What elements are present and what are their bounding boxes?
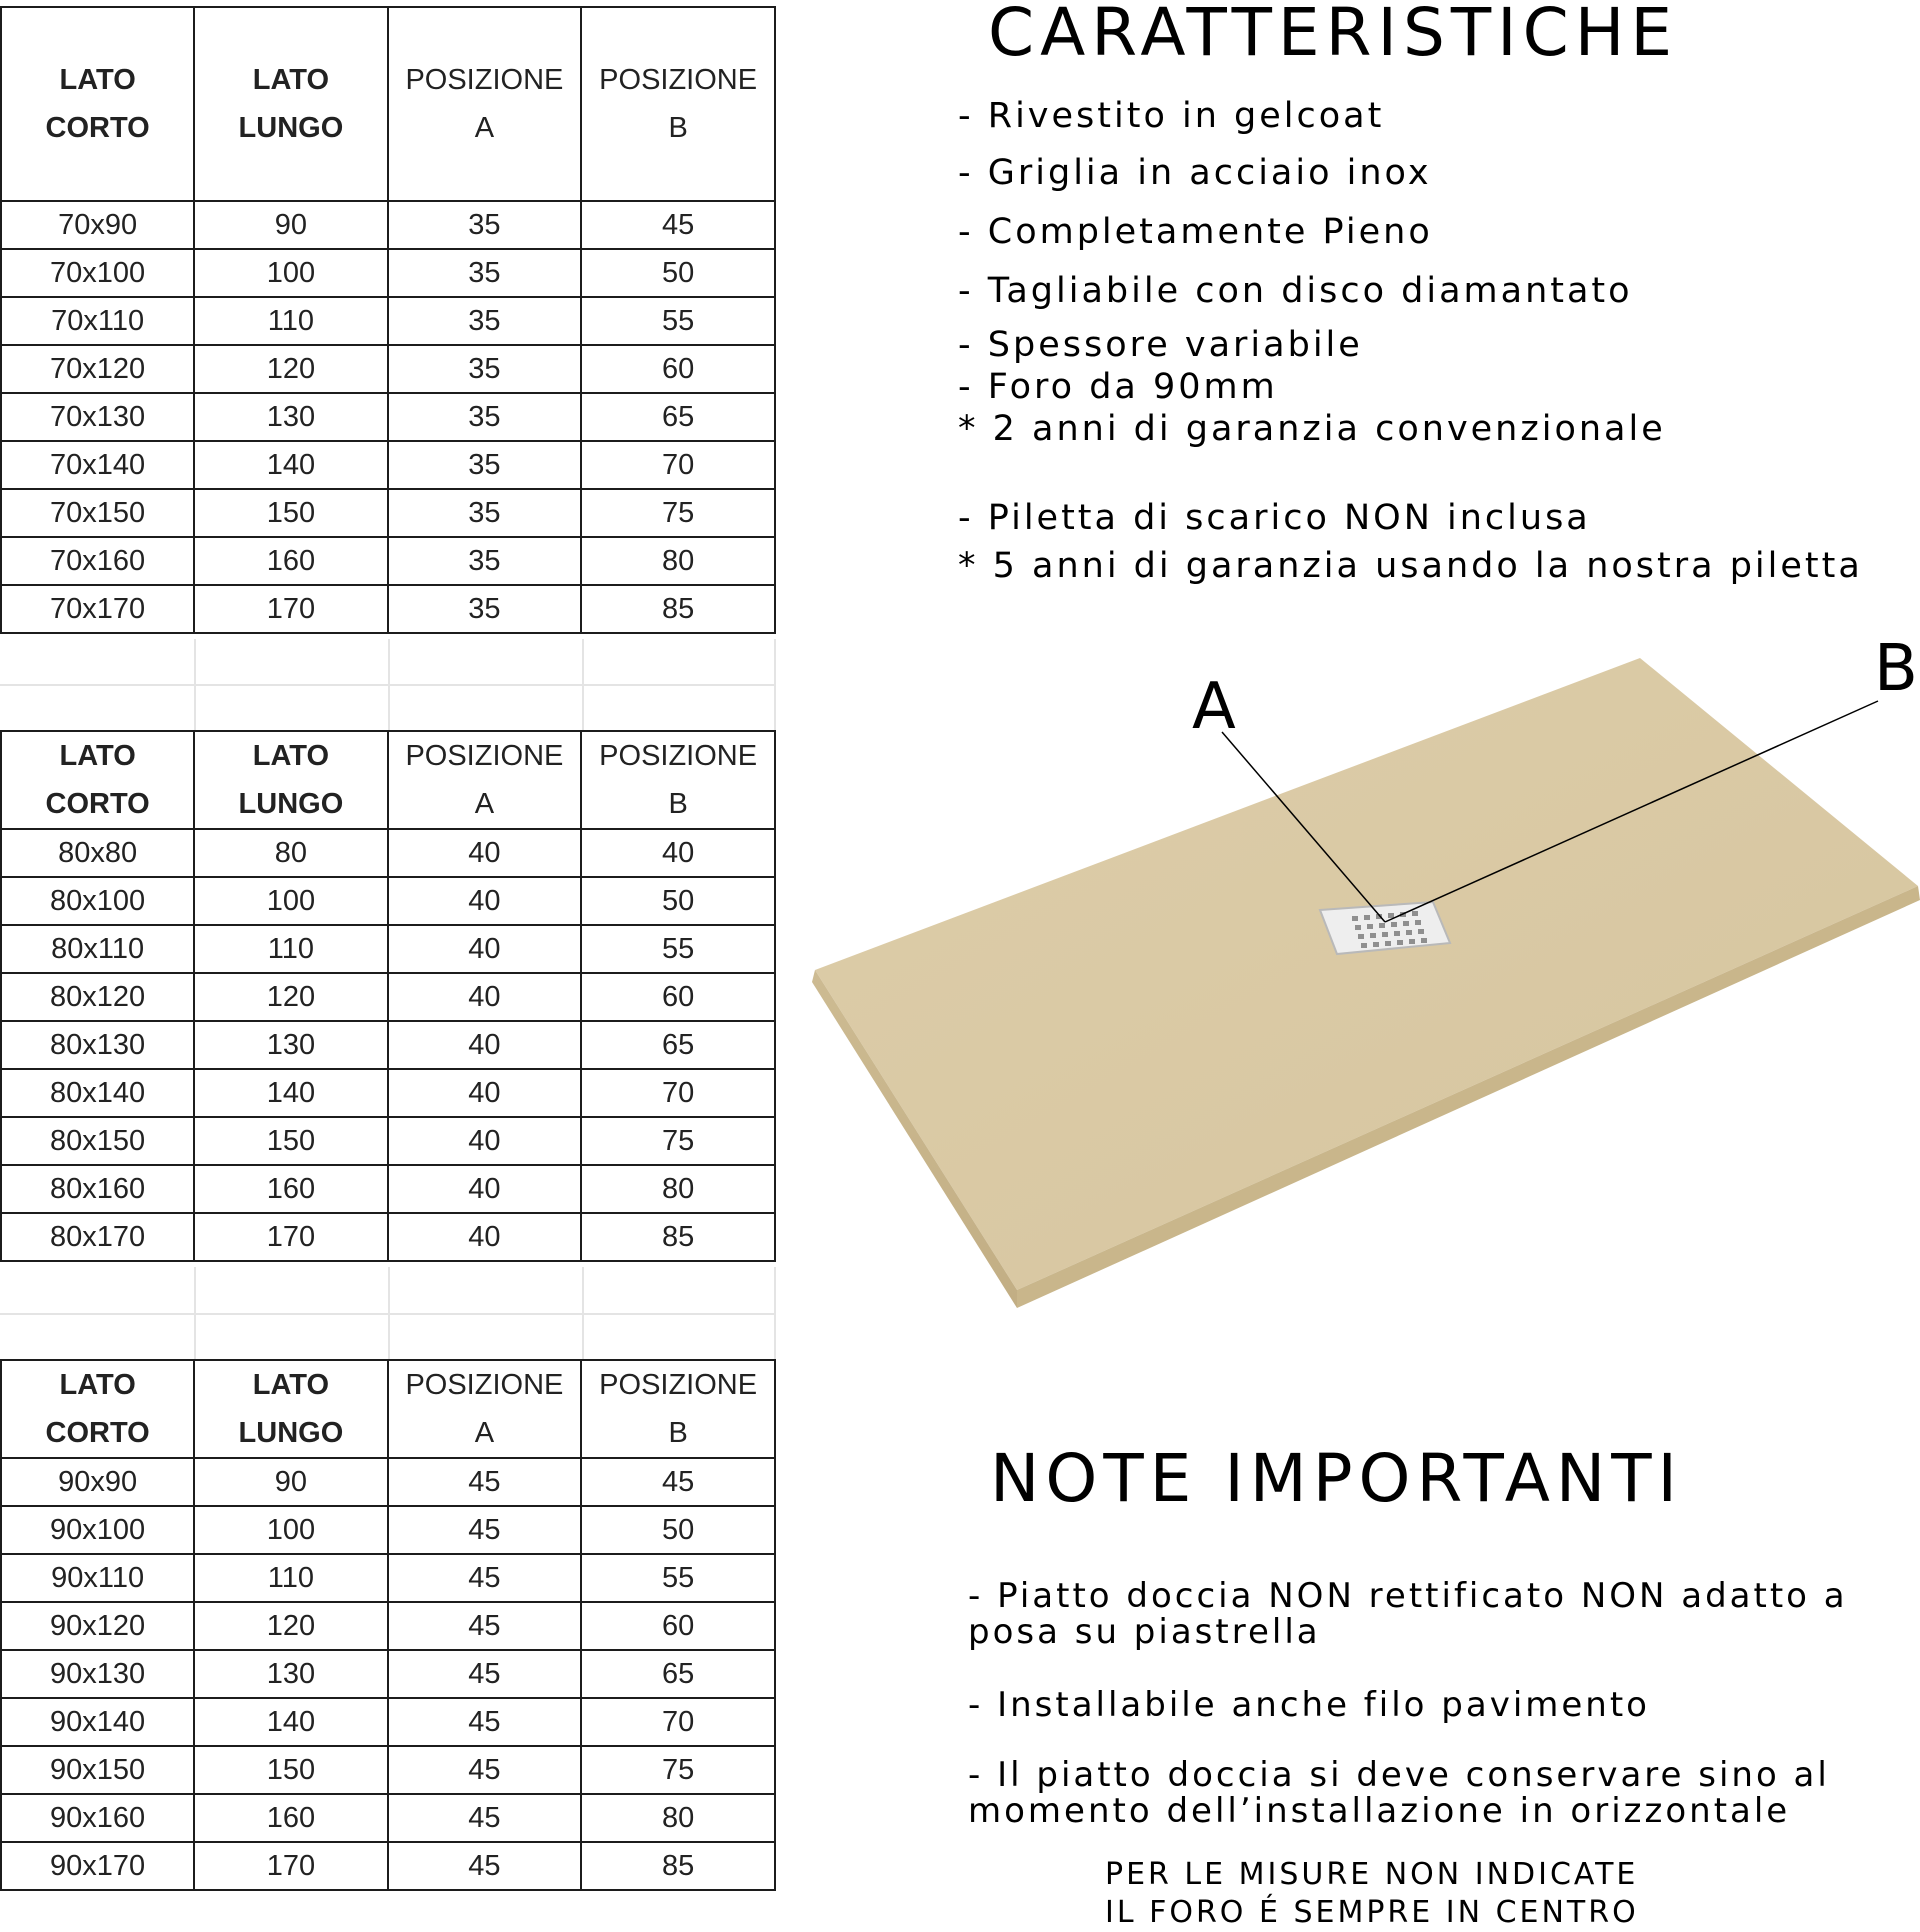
dimensions-table-70 [0, 6, 776, 634]
cell-lato-lungo: 140 [194, 1069, 387, 1117]
cell-misura: 80x80 [1, 829, 194, 877]
cell-posizione-b: 60 [581, 973, 775, 1021]
table-row [1, 1650, 775, 1698]
feature-item: - Completamente Pieno [958, 212, 1433, 252]
header-posizione-a: POSIZIONE A [388, 7, 582, 201]
note-item [968, 1757, 1830, 1829]
table-row [1, 1117, 775, 1165]
cell-posizione-a: 35 [388, 537, 582, 585]
table-header-row [1, 7, 775, 201]
cell-posizione-b: 70 [581, 1698, 775, 1746]
header-posizione-b: POSIZIONE B [581, 7, 775, 201]
cell-posizione-a: 35 [388, 297, 582, 345]
cell-posizione-b: 65 [581, 1650, 775, 1698]
cell-posizione-b: 60 [581, 1602, 775, 1650]
footer-line-2: IL FORO É SEMPRE IN CENTRO [1105, 1895, 1639, 1930]
header-lato-lungo: LATO LUNGO [194, 731, 387, 829]
table-row [1, 877, 775, 925]
cell-posizione-a: 40 [388, 877, 582, 925]
feature-item: - Foro da 90mm [958, 367, 1278, 407]
table-row [1, 249, 775, 297]
table-row [1, 829, 775, 877]
cell-lato-lungo: 120 [194, 973, 387, 1021]
note-importanti-title: NOTE IMPORTANTI [990, 1440, 1684, 1517]
cell-posizione-a: 45 [388, 1746, 582, 1794]
feature-item: * 2 anni di garanzia convenzionale [958, 409, 1666, 449]
header-posizione-a: POSIZIONE A [388, 731, 582, 829]
cell-lato-lungo: 170 [194, 585, 387, 633]
cell-lato-lungo: 110 [194, 925, 387, 973]
feature-item: - Piletta di scarico NON inclusa [958, 498, 1591, 538]
table-row [1, 1213, 775, 1261]
cell-lato-lungo: 150 [194, 1746, 387, 1794]
table-row [1, 297, 775, 345]
note-item [968, 1578, 1848, 1650]
table-row [1, 1794, 775, 1842]
table-spacer [0, 1267, 776, 1359]
header-posizione-b: POSIZIONE B [581, 731, 775, 829]
cell-posizione-a: 35 [388, 393, 582, 441]
cell-misura: 90x100 [1, 1506, 194, 1554]
cell-lato-lungo: 100 [194, 249, 387, 297]
cell-posizione-b: 55 [581, 297, 775, 345]
feature-item: - Tagliabile con disco diamantato [958, 271, 1633, 311]
table-row [1, 1506, 775, 1554]
cell-posizione-b: 65 [581, 393, 775, 441]
cell-posizione-b: 75 [581, 489, 775, 537]
cell-posizione-a: 45 [388, 1458, 582, 1506]
table-row [1, 393, 775, 441]
cell-posizione-a: 35 [388, 489, 582, 537]
cell-posizione-a: 45 [388, 1506, 582, 1554]
table-header-row [1, 731, 775, 829]
note-item [968, 1687, 1650, 1723]
cell-posizione-a: 40 [388, 1069, 582, 1117]
feature-item: - Griglia in acciaio inox [958, 153, 1432, 193]
cell-posizione-b: 85 [581, 1213, 775, 1261]
table-row [1, 1602, 775, 1650]
cell-posizione-b: 80 [581, 537, 775, 585]
table-row [1, 537, 775, 585]
cell-misura: 80x160 [1, 1165, 194, 1213]
cell-posizione-b: 60 [581, 345, 775, 393]
note-line: momento dell’installazione in orizzontale [968, 1791, 1791, 1831]
cell-posizione-a: 45 [388, 1650, 582, 1698]
cell-posizione-b: 70 [581, 1069, 775, 1117]
cell-posizione-a: 40 [388, 973, 582, 1021]
label-position-a: A [1192, 670, 1236, 744]
cell-lato-lungo: 100 [194, 1506, 387, 1554]
cell-lato-lungo: 90 [194, 1458, 387, 1506]
cell-lato-lungo: 110 [194, 297, 387, 345]
cell-misura: 70x90 [1, 201, 194, 249]
cell-posizione-b: 80 [581, 1165, 775, 1213]
cell-posizione-a: 40 [388, 1117, 582, 1165]
header-lato-corto: LATO CORTO [1, 1360, 194, 1458]
cell-posizione-a: 35 [388, 585, 582, 633]
cell-misura: 90x140 [1, 1698, 194, 1746]
table-row [1, 1554, 775, 1602]
table-row [1, 201, 775, 249]
cell-posizione-a: 45 [388, 1842, 582, 1890]
cell-posizione-a: 40 [388, 925, 582, 973]
cell-lato-lungo: 120 [194, 345, 387, 393]
cell-lato-lungo: 130 [194, 1021, 387, 1069]
cell-lato-lungo: 170 [194, 1213, 387, 1261]
feature-item: - Rivestito in gelcoat [958, 96, 1385, 136]
cell-posizione-a: 40 [388, 1165, 582, 1213]
cell-posizione-b: 45 [581, 201, 775, 249]
cell-posizione-b: 45 [581, 1458, 775, 1506]
cell-misura: 90x160 [1, 1794, 194, 1842]
cell-posizione-a: 40 [388, 1213, 582, 1261]
note-line: - Installabile anche filo pavimento [968, 1685, 1650, 1725]
table-row [1, 1842, 775, 1890]
cell-lato-lungo: 170 [194, 1842, 387, 1890]
cell-misura: 80x120 [1, 973, 194, 1021]
cell-posizione-a: 45 [388, 1794, 582, 1842]
table-row [1, 1021, 775, 1069]
cell-posizione-b: 80 [581, 1794, 775, 1842]
table-row [1, 1458, 775, 1506]
cell-misura: 70x100 [1, 249, 194, 297]
table-header-row [1, 1360, 775, 1458]
cell-misura: 70x140 [1, 441, 194, 489]
header-lato-corto: LATO CORTO [1, 7, 194, 201]
cell-posizione-a: 45 [388, 1554, 582, 1602]
cell-misura: 70x110 [1, 297, 194, 345]
cell-lato-lungo: 160 [194, 1165, 387, 1213]
cell-posizione-a: 35 [388, 441, 582, 489]
cell-posizione-b: 85 [581, 585, 775, 633]
caratteristiche-title: CARATTERISTICHE [988, 0, 1679, 71]
cell-lato-lungo: 140 [194, 1698, 387, 1746]
cell-misura: 90x150 [1, 1746, 194, 1794]
cell-posizione-b: 75 [581, 1117, 775, 1165]
header-lato-lungo: LATO LUNGO [194, 7, 387, 201]
dimensions-table-80 [0, 730, 776, 1262]
header-lato-lungo: LATO LUNGO [194, 1360, 387, 1458]
cell-lato-lungo: 90 [194, 201, 387, 249]
cell-posizione-b: 55 [581, 925, 775, 973]
cell-lato-lungo: 100 [194, 877, 387, 925]
cell-lato-lungo: 130 [194, 393, 387, 441]
shower-tray-diagram [800, 640, 1920, 1320]
cell-misura: 90x130 [1, 1650, 194, 1698]
cell-misura: 90x110 [1, 1554, 194, 1602]
table-row [1, 1698, 775, 1746]
feature-item: * 5 anni di garanzia usando la nostra piletta [958, 546, 1863, 586]
table-row [1, 585, 775, 633]
cell-posizione-a: 45 [388, 1698, 582, 1746]
cell-posizione-a: 40 [388, 829, 582, 877]
cell-lato-lungo: 80 [194, 829, 387, 877]
cell-posizione-b: 85 [581, 1842, 775, 1890]
header-lato-corto: LATO CORTO [1, 731, 194, 829]
cell-misura: 90x170 [1, 1842, 194, 1890]
table-row [1, 489, 775, 537]
table-row [1, 1165, 775, 1213]
cell-misura: 70x170 [1, 585, 194, 633]
cell-lato-lungo: 120 [194, 1602, 387, 1650]
cell-posizione-a: 35 [388, 345, 582, 393]
note-line: - Il piatto doccia si deve conservare sino al [968, 1755, 1830, 1795]
cell-posizione-a: 45 [388, 1602, 582, 1650]
cell-posizione-b: 50 [581, 1506, 775, 1554]
cell-posizione-a: 40 [388, 1021, 582, 1069]
cell-lato-lungo: 150 [194, 1117, 387, 1165]
cell-posizione-b: 50 [581, 877, 775, 925]
footer-line-1: PER LE MISURE NON INDICATE [1105, 1857, 1639, 1892]
cell-posizione-b: 50 [581, 249, 775, 297]
cell-posizione-a: 35 [388, 201, 582, 249]
cell-misura: 70x130 [1, 393, 194, 441]
dimensions-table-90 [0, 1359, 776, 1891]
table-row [1, 441, 775, 489]
cell-misura: 90x120 [1, 1602, 194, 1650]
cell-posizione-b: 70 [581, 441, 775, 489]
table-spacer [0, 639, 776, 730]
cell-misura: 80x130 [1, 1021, 194, 1069]
footer-note [1105, 1856, 1639, 1932]
cell-misura: 80x110 [1, 925, 194, 973]
table-row [1, 973, 775, 1021]
note-line: posa su piastrella [968, 1612, 1321, 1652]
cell-posizione-b: 75 [581, 1746, 775, 1794]
cell-misura: 80x100 [1, 877, 194, 925]
note-line: - Piatto doccia NON rettificato NON adatto a [968, 1576, 1848, 1616]
cell-lato-lungo: 160 [194, 1794, 387, 1842]
cell-lato-lungo: 150 [194, 489, 387, 537]
header-posizione-b: POSIZIONE B [581, 1360, 775, 1458]
cell-posizione-b: 65 [581, 1021, 775, 1069]
cell-lato-lungo: 140 [194, 441, 387, 489]
cell-misura: 80x140 [1, 1069, 194, 1117]
cell-misura: 70x120 [1, 345, 194, 393]
cell-misura: 70x150 [1, 489, 194, 537]
cell-lato-lungo: 110 [194, 1554, 387, 1602]
cell-misura: 70x160 [1, 537, 194, 585]
cell-misura: 90x90 [1, 1458, 194, 1506]
cell-lato-lungo: 130 [194, 1650, 387, 1698]
cell-lato-lungo: 160 [194, 537, 387, 585]
cell-posizione-b: 55 [581, 1554, 775, 1602]
label-position-b: B [1874, 640, 1918, 706]
cell-posizione-b: 40 [581, 829, 775, 877]
cell-posizione-a: 35 [388, 249, 582, 297]
cell-misura: 80x170 [1, 1213, 194, 1261]
table-row [1, 345, 775, 393]
header-posizione-a: POSIZIONE A [388, 1360, 582, 1458]
table-row [1, 1746, 775, 1794]
cell-misura: 80x150 [1, 1117, 194, 1165]
feature-item: - Spessore variabile [958, 325, 1363, 365]
table-row [1, 1069, 775, 1117]
table-row [1, 925, 775, 973]
